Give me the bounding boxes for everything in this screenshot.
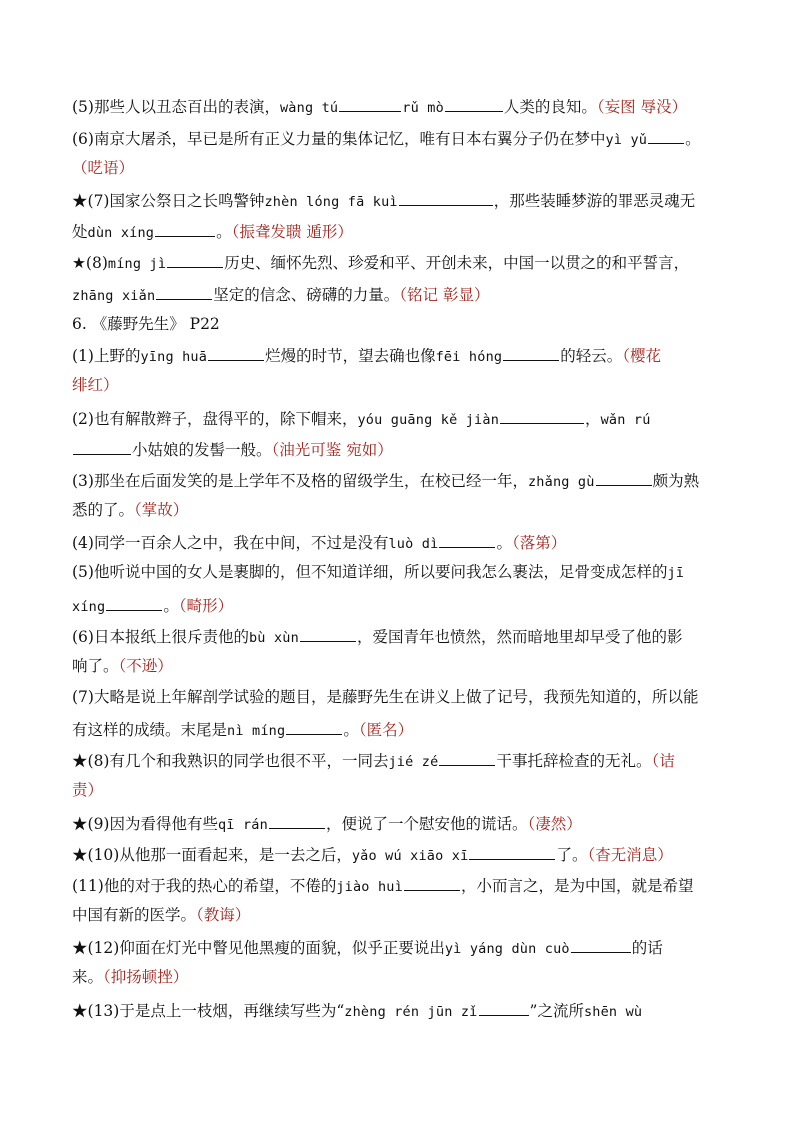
star-icon: ★ [72, 1002, 88, 1020]
section6-question-2-line [72, 407, 651, 430]
question-6-answer-line [72, 158, 134, 178]
question-text: (7)大略是说上年解剖学试验的题目，是藤野先生在讲义上做了记号，我预先知道的，所以能 [72, 688, 699, 706]
answer-key: （呓语） [72, 159, 135, 177]
question-text: 坚定的信念、磅礴的力量。 [213, 286, 400, 304]
question-text: (6)日本报纸上很斥责他的 [72, 628, 249, 646]
pinyin-hint: luò dì [388, 536, 439, 552]
section6-question-12-line [72, 936, 663, 959]
answer-blank[interactable] [439, 531, 495, 548]
pinyin-hint: xíng [72, 599, 106, 615]
question-text: (4)同学一百余人之中，我在中间，不过是没有 [72, 534, 389, 552]
answer-key: （落第） [511, 534, 567, 552]
pinyin-hint: shēn wù [583, 1004, 643, 1020]
pinyin-hint: jié zé [388, 754, 439, 770]
question-text: ”之流所 [529, 1002, 584, 1020]
section6-question-13-line [72, 999, 642, 1022]
question-text: (6)南京大屠杀，早已是所有正义力量的集体记忆，唯有日本右翼分子仍在梦中 [72, 130, 606, 148]
pinyin-hint: míng jì [107, 256, 167, 272]
pinyin-hint: wǎn rú [600, 412, 651, 428]
pinyin-hint: zhāng xiǎn [72, 288, 156, 304]
section6-question-1-line [72, 344, 661, 367]
question-text: ，那些装睡梦游的罪恶灵魂无 [493, 192, 696, 210]
answer-key: （诘 [651, 752, 675, 770]
section6-question-7-line [72, 687, 698, 707]
section6-question-11-line [72, 874, 693, 897]
answer-blank[interactable] [269, 812, 325, 829]
question-7-line [72, 189, 695, 212]
question-text: (9)因为看得他有些 [87, 815, 218, 833]
question-text: (5)他听说中国的女人是裹脚的，但不知道详细，所以要问我怎么裹法，足骨变成怎样的 [72, 563, 668, 581]
answer-blank[interactable] [208, 344, 264, 361]
question-text: (7)国家公祭日之长鸣警钟 [87, 192, 265, 210]
answer-blank[interactable] [479, 999, 529, 1016]
answer-blank[interactable] [445, 95, 503, 112]
question-text: ，爱国青年也愤然，然而暗地里却早受了他的影 [356, 628, 683, 646]
answer-key: 责） [72, 781, 104, 799]
question-text: (13)于是点上一枝烟，再继续写些为“ [87, 1002, 345, 1020]
pinyin-hint: rǔ mò [402, 100, 444, 116]
question-text: 有这样的成绩。末尾是 [72, 721, 228, 739]
star-icon: ★ [72, 939, 88, 957]
question-text: (12)仰面在灯光中瞥见他黑瘦的面貌，似乎正要说出 [87, 939, 445, 957]
question-text: (8) [85, 254, 108, 272]
question-text: 人类的良知。 [503, 98, 597, 116]
star-icon: ★ [72, 254, 86, 272]
pinyin-hint: yóu guāng kě jiàn [357, 412, 500, 428]
pinyin-hint: bù xùn [248, 630, 299, 646]
question-text: (5)那些人以丑态百出的表演， [72, 98, 280, 116]
answer-blank[interactable] [404, 874, 460, 891]
question-text: ， [585, 410, 601, 428]
answer-key: （抑扬顿挫） [103, 968, 189, 986]
answer-blank[interactable] [469, 843, 555, 860]
answer-blank[interactable] [300, 625, 356, 642]
question-text: 烂熳的时节，望去确也像 [265, 347, 436, 365]
answer-blank[interactable] [648, 127, 684, 144]
section6-question-8-line [72, 749, 675, 772]
question-text: 。 [163, 597, 179, 615]
question-text: 来。 [72, 968, 104, 986]
question-5-line [72, 95, 687, 118]
section-heading [72, 314, 220, 334]
answer-blank[interactable] [503, 344, 559, 361]
pinyin-hint: nì míng [227, 723, 286, 739]
pinyin-hint: fēi hóng [435, 349, 503, 365]
answer-blank[interactable] [399, 189, 493, 206]
section6-question-9-line [72, 812, 582, 835]
section6-question-1-answer-line [72, 375, 119, 395]
section6-question-5-cont-line [72, 594, 233, 617]
section6-question-11-cont-line [72, 905, 250, 925]
answer-key: （凄然） [527, 815, 582, 833]
answer-blank[interactable] [500, 407, 584, 424]
pinyin-hint: yīng huā [140, 349, 208, 365]
question-text: 干事托辞检查的无礼。 [496, 752, 652, 770]
answer-blank[interactable] [339, 95, 401, 112]
section6-question-6-cont-line [72, 656, 173, 676]
pinyin-hint: zhǎng gù [527, 474, 595, 490]
answer-key: （樱花 [622, 347, 662, 365]
answer-key: （畸形） [178, 597, 234, 615]
answer-key: （妄图 辱没） [596, 98, 688, 116]
question-text: 了。 [556, 846, 588, 864]
answer-key: （教诲） [196, 906, 251, 924]
question-text: (8)有几个和我熟识的同学也很不平，一同去 [87, 752, 389, 770]
pinyin-hint: jī [667, 565, 685, 581]
answer-key: （掌故） [134, 501, 189, 519]
answer-blank[interactable] [286, 718, 342, 735]
star-icon: ★ [72, 752, 88, 770]
question-text: ，小而言之，是为中国，就是希望 [460, 877, 694, 895]
answer-blank[interactable] [439, 749, 495, 766]
pinyin-hint: yì yáng dùn cuò [444, 941, 570, 957]
star-icon: ★ [72, 815, 88, 833]
section6-question-3-cont-line [72, 500, 188, 520]
question-text: 。 [216, 223, 232, 241]
pinyin-hint: zhèng rén jūn zǐ [344, 1004, 478, 1020]
answer-key: 绯红） [72, 376, 119, 394]
question-text: 历史、缅怀先烈、珍爱和平、开创未来，中国一以贯之的和平誓言， [224, 254, 690, 272]
answer-key: （油光可鉴 宛如） [271, 441, 393, 459]
section6-question-8-answer-line [72, 780, 103, 800]
star-icon: ★ [72, 846, 88, 864]
question-6-line [72, 127, 701, 150]
question-8-cont-line [72, 283, 489, 306]
pinyin-hint: yǎo wú xiāo xī [351, 848, 469, 864]
question-text: 。 [685, 130, 701, 148]
section6-question-4-line [72, 531, 566, 554]
question-8-line [72, 251, 689, 274]
question-text: 处 [72, 223, 88, 241]
star-icon: ★ [72, 192, 88, 210]
section6-question-10-line [72, 843, 673, 866]
section6-question-12-cont-line [72, 967, 188, 987]
question-text: 悉的了。 [72, 501, 135, 519]
question-text: 。 [343, 721, 359, 739]
answer-key: （铭记 彰显） [399, 286, 490, 304]
question-text: 。 [496, 534, 512, 552]
section6-question-6-line [72, 625, 682, 648]
answer-blank[interactable] [155, 220, 215, 237]
question-text: 的话 [631, 939, 663, 957]
question-text: (1)上野的 [72, 347, 141, 365]
question-text: 小姑娘的发髻一般。 [132, 441, 272, 459]
answer-key: （匿名） [358, 721, 414, 739]
answer-key: （振聋发聩 遁形） [231, 223, 353, 241]
question-text: 的轻云。 [560, 347, 623, 365]
question-7-cont-line [72, 220, 353, 243]
section6-question-2-cont-line [72, 438, 393, 460]
answer-blank[interactable] [167, 251, 223, 268]
question-text: (2)也有解散辫子，盘得平的，除下帽来， [72, 410, 358, 428]
pinyin-hint: dùn xíng [87, 225, 155, 241]
question-text: 中国有新的医学。 [72, 906, 197, 924]
answer-key: （不逊） [118, 657, 173, 675]
pinyin-hint: wàng tú [279, 100, 339, 116]
question-text: (11)他的对于我的热心的希望，不倦的 [72, 877, 337, 895]
answer-blank[interactable] [571, 936, 631, 953]
question-text: (3)那坐在后面发笑的是上学年不及格的留级学生，在校已经一年， [72, 472, 528, 490]
section-title: 6. 《藤野先生》 P22 [72, 315, 220, 333]
pinyin-hint: zhèn lóng fā kuì [264, 194, 398, 210]
section6-question-5-line [72, 562, 684, 583]
pinyin-hint: yì yǔ [605, 132, 648, 148]
section6-question-7-cont-line [72, 718, 413, 741]
question-text: 颇为熟 [652, 472, 700, 490]
answer-blank[interactable] [106, 594, 162, 611]
question-text: (10)从他那一面看起来，是一去之后， [87, 846, 352, 864]
section6-question-3-line [72, 469, 699, 492]
answer-blank[interactable] [156, 283, 212, 300]
question-text: ，便说了一个慰安他的谎话。 [325, 815, 528, 833]
pinyin-hint: qī rán [217, 817, 268, 833]
answer-blank[interactable] [596, 469, 652, 486]
question-text: 响了。 [72, 657, 119, 675]
answer-key: （杳无消息） [587, 846, 673, 864]
answer-blank[interactable] [73, 438, 131, 455]
pinyin-hint: jiào huì [336, 879, 403, 895]
